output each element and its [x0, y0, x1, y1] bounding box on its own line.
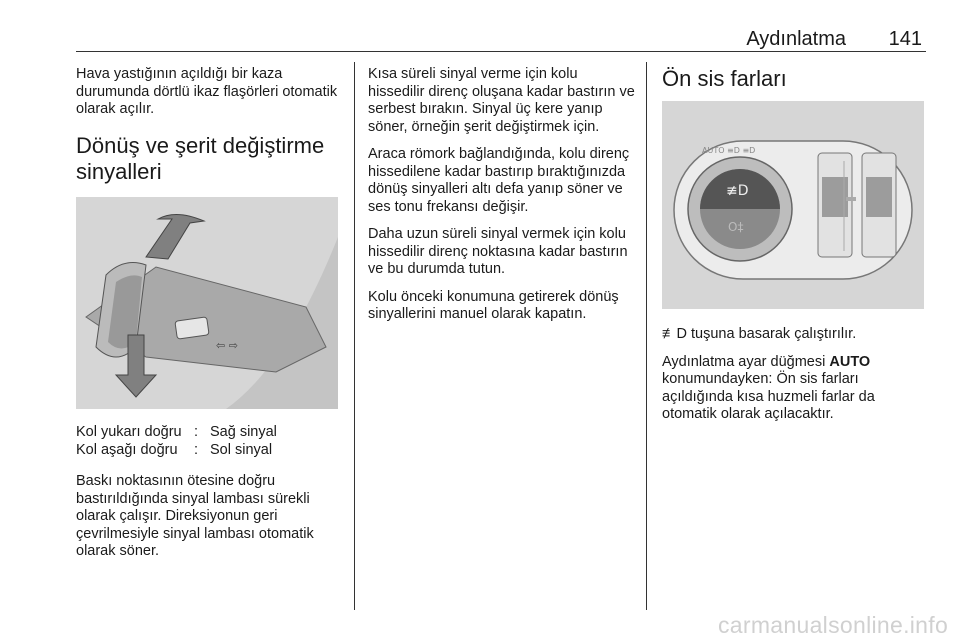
header-rule [76, 51, 926, 52]
page-number: 141 [888, 28, 922, 50]
table-value: Sağ sinyal [210, 424, 277, 440]
fog-light-icon: ≢D [662, 326, 687, 342]
turn-signal-paragraph: Baskı noktasının ötesine doğru bastırıldığında sinyal lambası sürekli olarak çalışır. Direksiyonun geri çevrilmesiyle sinyal lambası otomatik olarak söner. [76, 473, 314, 559]
watermark: carmanualsonline.info [718, 612, 949, 638]
column-divider [646, 62, 647, 610]
svg-text:AUTO ≡D ≡D: AUTO ≡D ≡D [702, 146, 756, 155]
auto-text-after: konumundayken: Ön sis farları açıldığında kısa huzmeli farlar da otomatik olarak açılacaktır. [662, 371, 875, 422]
light-switch-figure [662, 101, 924, 309]
lever-direction-table [76, 424, 342, 571]
intro-paragraph: Hava yastığının açıldığı bir kaza durumunda dörtlü ikaz flaşörleri otomatik olarak açılır. [76, 66, 338, 117]
section-heading-turn-signals: Dönüş ve şerit değiştirme sinyalleri [76, 132, 325, 184]
paragraph: Kısa süreli sinyal verme için kolu hissedilir direnç oluşana kadar bastırın ve serbest bırakın. Sinyal üç kere yanıp söner, örneğin şerit değiştirmek için. [368, 66, 635, 135]
fog-light-usage-text: tuşuna basarak çalıştırılır. [686, 326, 857, 342]
fog-light-auto-paragraph [662, 354, 928, 424]
turn-signal-lever-icon [76, 197, 338, 409]
auto-text-before: Aydınlatma ayar düğmesi [662, 353, 830, 370]
column-1 [76, 66, 342, 209]
auto-keyword: AUTO [829, 353, 871, 370]
fog-light-text [662, 326, 928, 434]
turn-signal-lever-figure [76, 197, 338, 409]
table-separator: : [194, 424, 199, 440]
column-2 [368, 66, 636, 334]
column-divider [354, 62, 355, 610]
table-row [76, 424, 342, 442]
light-switch-panel-icon [662, 101, 924, 309]
paragraph: Daha uzun süreli sinyal vermek için kolu hissedilir direnç noktasına kadar bastırın ve bu durumda tutun. [368, 226, 628, 277]
page-header [76, 26, 926, 52]
svg-text:⇦ ⇨: ⇦ ⇨ [216, 339, 238, 352]
svg-text:≢D: ≢D [726, 183, 749, 199]
page-title: Aydınlatma [746, 28, 846, 50]
table-key: Kol aşağı doğru [76, 441, 178, 458]
table-separator: : [194, 441, 199, 458]
table-value: Sol sinyal [210, 441, 273, 458]
table-key: Kol yukarı doğru [76, 424, 182, 440]
fog-light-usage [662, 326, 928, 344]
svg-text:O‡: O‡ [728, 220, 744, 234]
paragraph: Araca römork bağlandığında, kolu direnç hissedilene kadar bastırıp bıraktığınızda dönüş sinyalleri altı defa yanıp söner ve ses tonu frekansı değişir. [368, 146, 630, 215]
table-row [76, 442, 342, 460]
paragraph: Kolu önceki konumuna getirerek dönüş sinyallerini manuel olarak kapatın. [368, 288, 619, 322]
column-3 [662, 66, 928, 92]
section-heading-fog-lights: Ön sis farları [662, 66, 787, 91]
